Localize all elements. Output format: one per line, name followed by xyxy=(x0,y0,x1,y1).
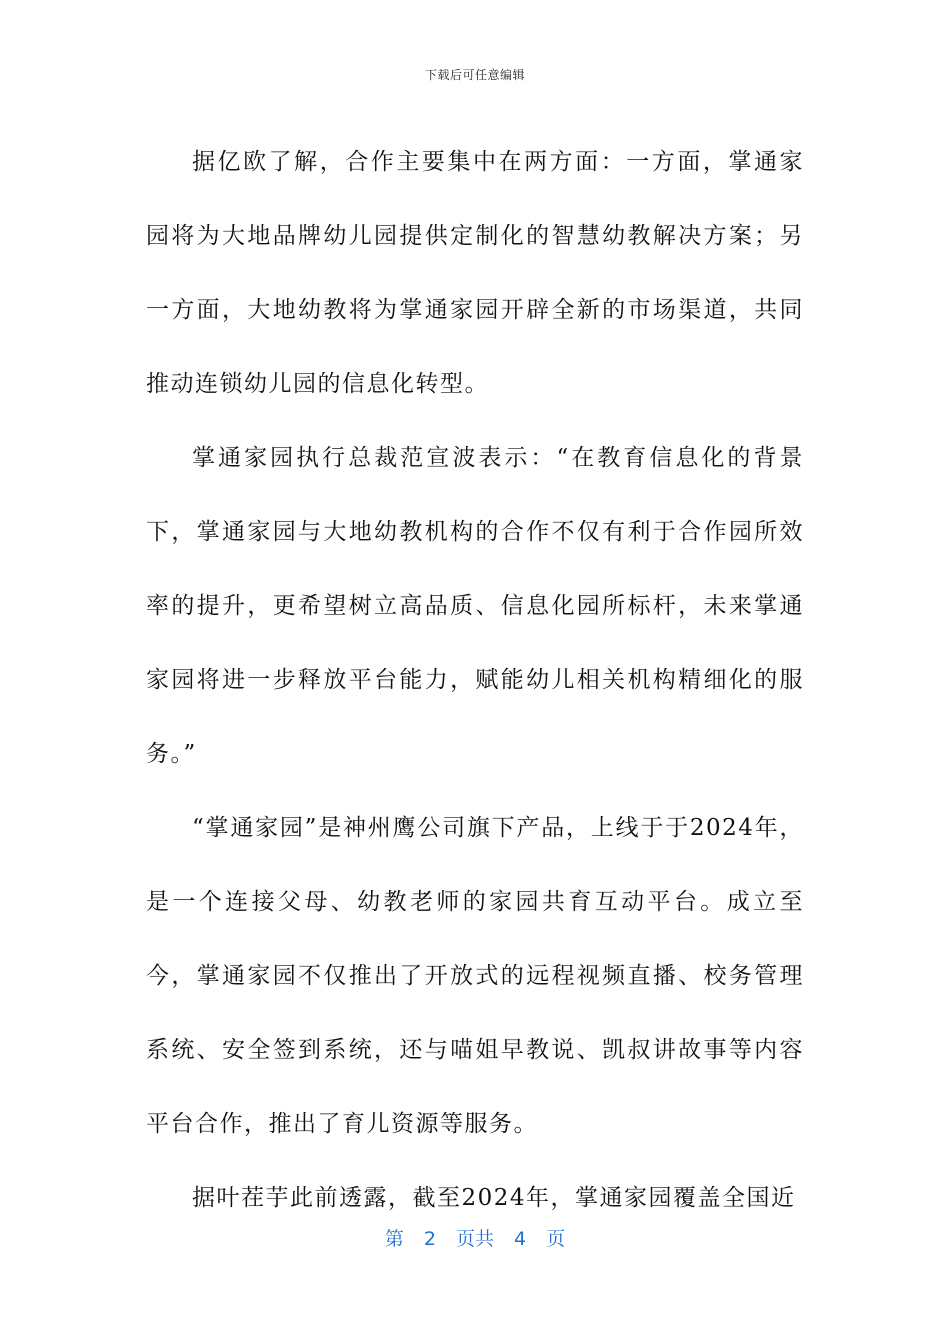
document-body xyxy=(146,125,804,1235)
footer-current-page: 2 xyxy=(423,1228,436,1250)
paragraph-4: 据叶茬芋此前透露，截至2024年，掌通家园覆盖全国近 xyxy=(192,1185,796,1211)
header-note: 下载后可任意编辑 xyxy=(424,68,525,82)
footer-middle: 页共 xyxy=(455,1228,494,1250)
footer-prefix: 第 xyxy=(384,1228,404,1250)
footer-total-pages: 4 xyxy=(514,1228,527,1250)
footer-suffix: 页 xyxy=(546,1228,566,1250)
paragraph-1: 据亿欧了解，合作主要集中在两方面：一方面，掌通家园将为大地品牌幼儿园提供定制化的智慧幼教解决方案；另一方面，大地幼教将为掌通家园开辟全新的市场渠道，共同推动连锁幼儿园的信息化转型。 xyxy=(146,149,804,397)
paragraph-3: “掌通家园”是神州鹰公司旗下产品，上线于于2024年，是一个连接父母、幼教老师的家园共育互动平台。成立至今，掌通家园不仅推出了开放式的远程视频直播、校务管理系统、安全签到系统，还与喵姐早教说、凯叔讲故事等内容平台合作，推出了育儿资源等服务。 xyxy=(146,815,804,1137)
paragraph-2: 掌通家园执行总裁范宣波表示：“在教育信息化的背景下，掌通家园与大地幼教机构的合作不仅有利于合作园所效率的提升，更希望树立高品质、信息化园所标杆，未来掌通家园将进一步释放平台能力，赋能幼儿相关机构精细化的服务。” xyxy=(146,445,804,767)
page-footer xyxy=(0,1224,950,1251)
